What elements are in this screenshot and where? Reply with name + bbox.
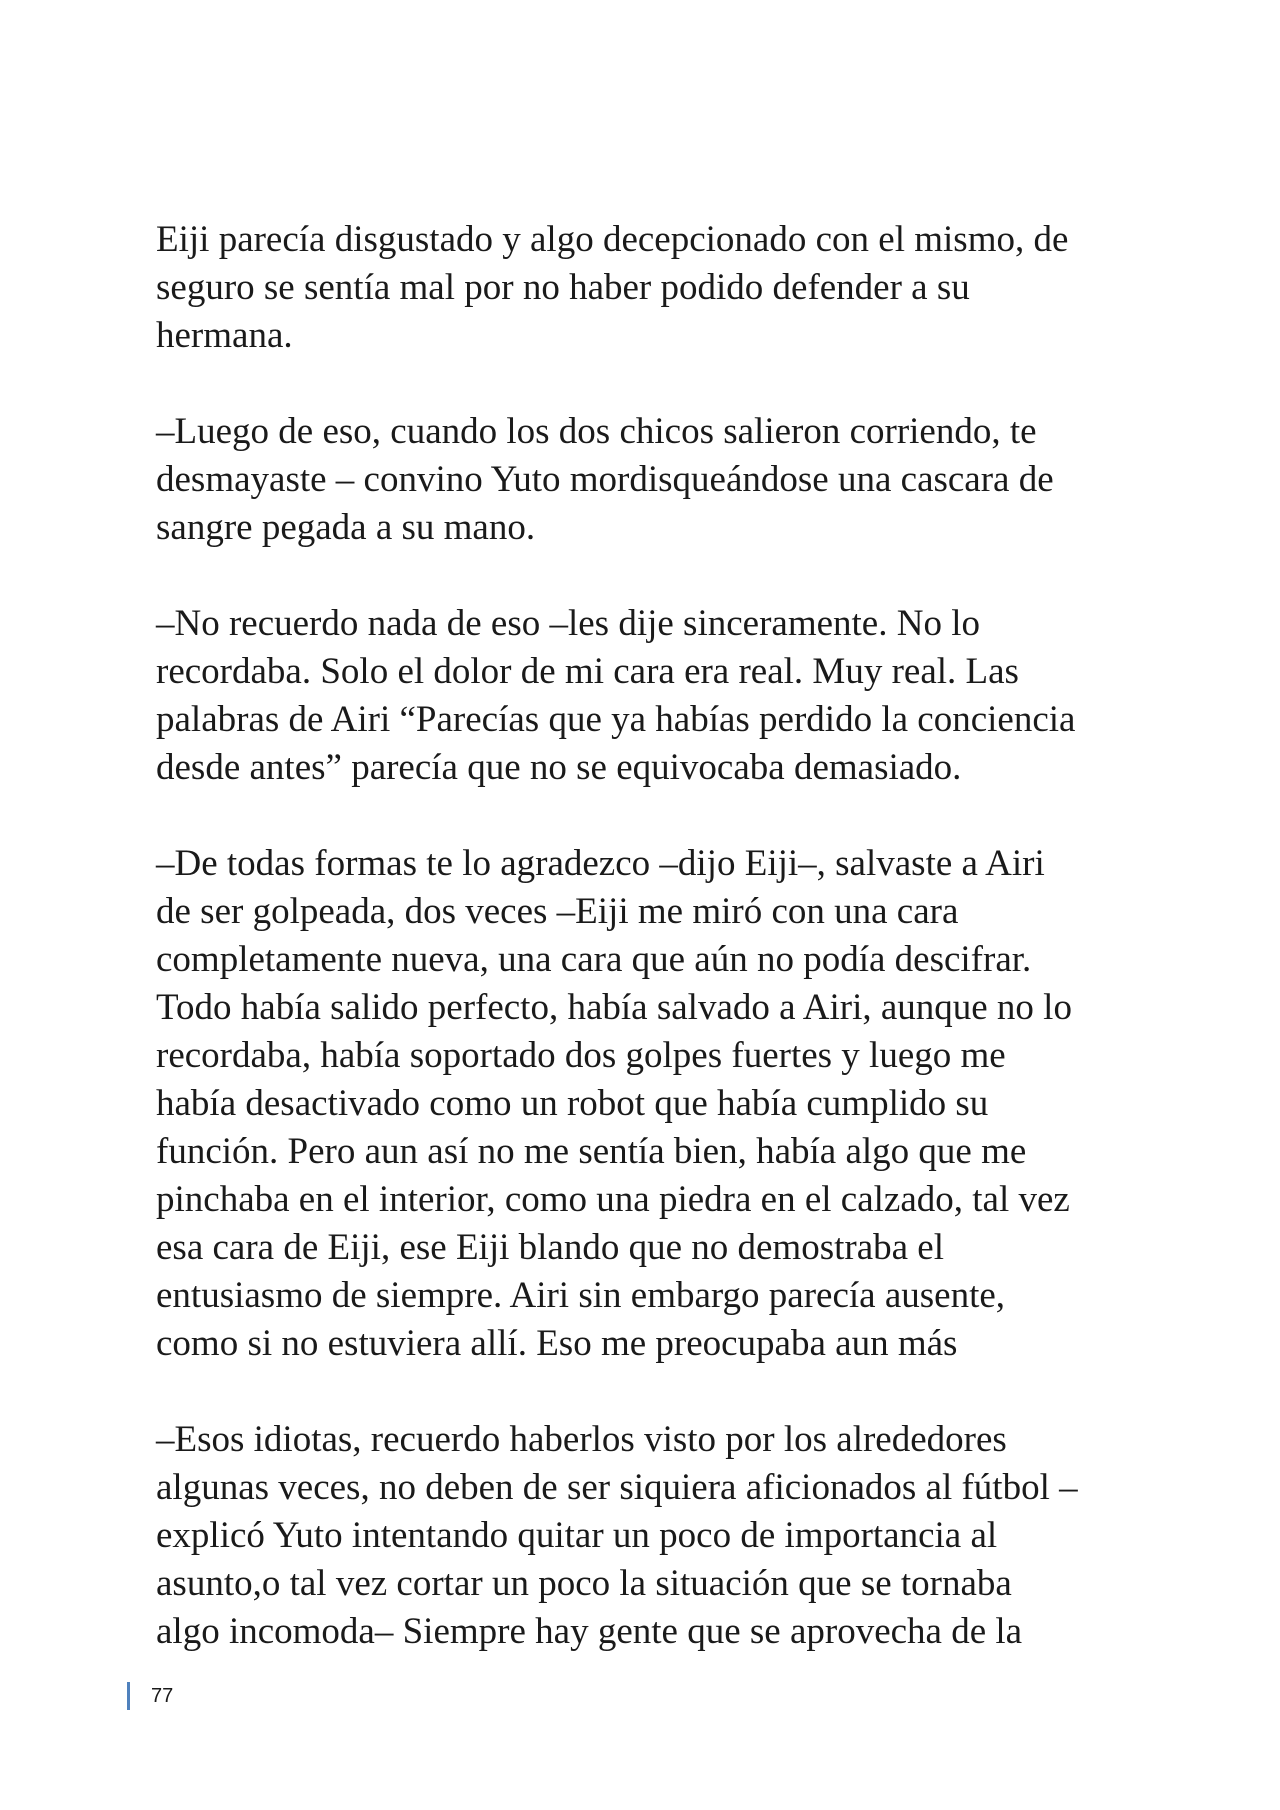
text-line: seguro se sentía mal por no haber podido defender a su bbox=[156, 267, 970, 308]
text-line: había desactivado como un robot que había cumplido su bbox=[156, 1083, 989, 1124]
text-line: –Esos idiotas, recuerdo haberlos visto por los alrededores bbox=[156, 1419, 1007, 1460]
text-line: función. Pero aun así no me sentía bien, había algo que me bbox=[156, 1131, 1027, 1172]
text-line: Eiji parecía disgustado y algo decepcionado con el mismo, de bbox=[156, 219, 1069, 260]
text-line: de ser golpeada, dos veces –Eiji me miró con una cara bbox=[156, 891, 959, 932]
paragraph bbox=[156, 1416, 1136, 1656]
text-line: desde antes” parecía que no se equivocaba demasiado. bbox=[156, 747, 962, 788]
text-line: asunto,o tal vez cortar un poco la situación que se tornaba bbox=[156, 1563, 1012, 1604]
text-line: recordaba. Solo el dolor de mi cara era real. Muy real. Las bbox=[156, 651, 1019, 692]
text-line: Todo había salido perfecto, había salvado a Airi, aunque no lo bbox=[156, 987, 1072, 1028]
text-line: completamente nueva, una cara que aún no podía descifrar. bbox=[156, 939, 1032, 980]
page-number: 77 bbox=[151, 1684, 174, 1707]
paragraph bbox=[156, 408, 1136, 552]
paragraph bbox=[156, 216, 1136, 360]
text-line: esa cara de Eiji, ese Eiji blando que no demostraba el bbox=[156, 1227, 945, 1268]
text-line: pinchaba en el interior, como una piedra en el calzado, tal vez bbox=[156, 1179, 1070, 1220]
text-line: algo incomoda– Siempre hay gente que se aprovecha de la bbox=[156, 1611, 1023, 1652]
paragraph bbox=[156, 840, 1136, 1368]
text-line: hermana. bbox=[156, 315, 293, 356]
text-line: –No recuerdo nada de eso –les dije sinceramente. No lo bbox=[156, 603, 980, 644]
text-line: desmayaste – convino Yuto mordisqueándose una cascara de bbox=[156, 459, 1054, 500]
text-line: –De todas formas te lo agradezco –dijo Eiji–, salvaste a Airi bbox=[156, 843, 1045, 884]
body-text bbox=[156, 216, 1136, 1704]
text-line: recordaba, había soportado dos golpes fuertes y luego me bbox=[156, 1035, 1006, 1076]
text-line: entusiasmo de siempre. Airi sin embargo parecía ausente, bbox=[156, 1275, 1006, 1316]
text-line: algunas veces, no deben de ser siquiera aficionados al fútbol – bbox=[156, 1467, 1078, 1508]
text-line: palabras de Airi “Parecías que ya habías perdido la conciencia bbox=[156, 699, 1076, 740]
page-footer bbox=[127, 1681, 173, 1711]
text-line: explicó Yuto intentando quitar un poco de importancia al bbox=[156, 1515, 998, 1556]
text-line: –Luego de eso, cuando los dos chicos salieron corriendo, te bbox=[156, 411, 1037, 452]
text-line: como si no estuviera allí. Eso me preocupaba aun más bbox=[156, 1323, 958, 1364]
footer-accent-bar bbox=[127, 1682, 130, 1710]
text-line: sangre pegada a su mano. bbox=[156, 507, 536, 548]
paragraph bbox=[156, 600, 1136, 792]
